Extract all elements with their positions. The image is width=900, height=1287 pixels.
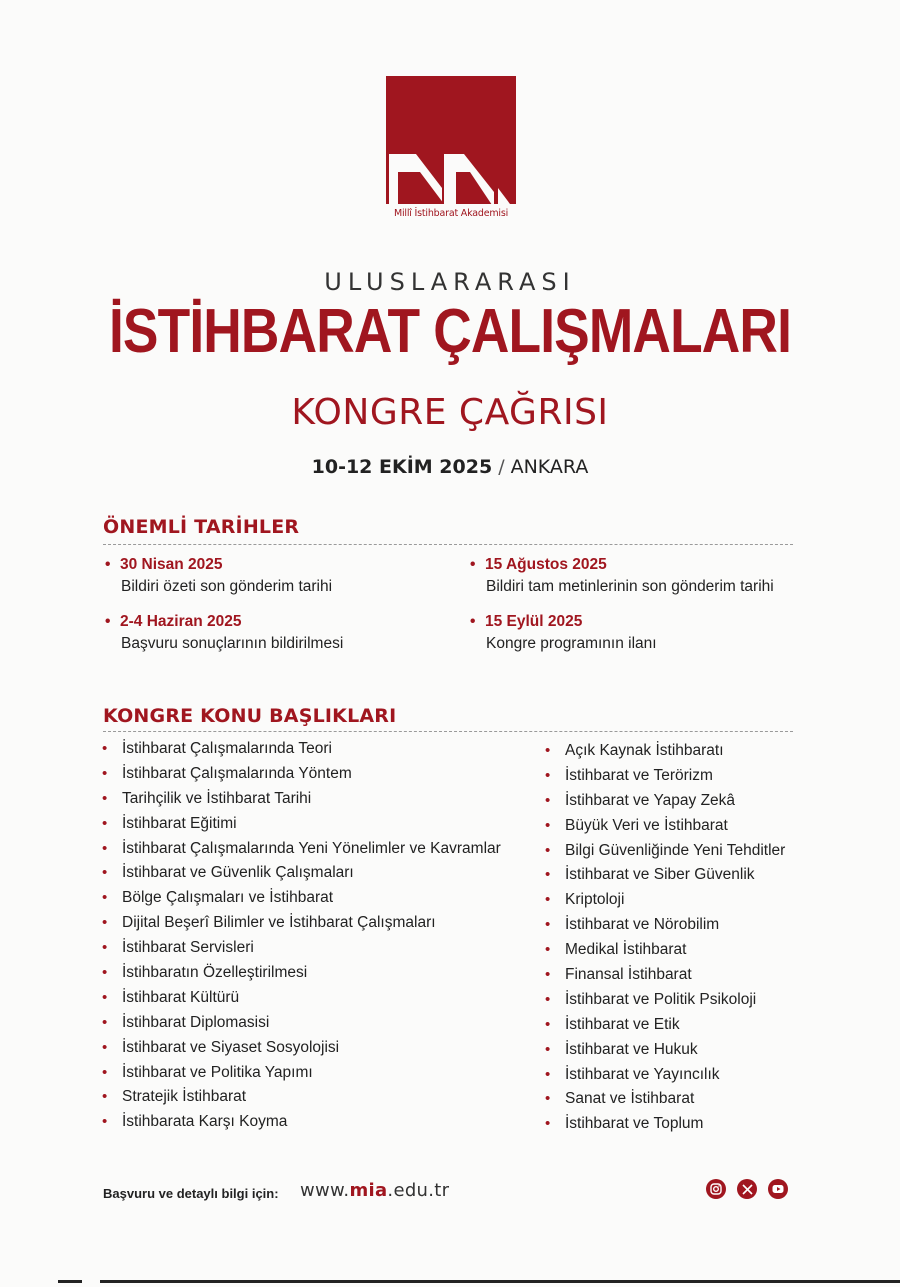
important-date: 15 Eylül 2025: [485, 613, 583, 630]
topics-heading: KONGRE KONU BAŞLIKLARI: [103, 705, 397, 727]
topic-label: İstihbarat ve Güvenlik Çalışmaları: [122, 864, 354, 882]
bullet-icon: •: [545, 891, 551, 909]
topic-label: İstihbarat Servisleri: [122, 939, 254, 957]
topic-item: [102, 812, 532, 837]
important-date-desc: Başvuru sonuçlarının bildirilmesi: [121, 635, 344, 652]
bullet-icon: •: [105, 613, 111, 630]
topic-item: [545, 938, 845, 963]
bullet-icon: •: [470, 556, 476, 573]
bullet-icon: •: [545, 791, 551, 809]
topic-label: İstihbarat Çalışmalarında Yeni Yönelimler ve Kavramlar: [122, 839, 501, 857]
bullet-icon: •: [102, 1113, 108, 1131]
important-date-item: [470, 613, 657, 653]
subtitle-top: ULUSLARARASI: [324, 268, 576, 296]
topic-label: İstihbarat Eğitimi: [122, 814, 237, 832]
event-location: ANKARA: [510, 456, 589, 478]
important-date-desc: Bildiri tam metinlerinin son gönderim tarihi: [486, 578, 774, 595]
important-date-desc: Kongre programının ilanı: [486, 635, 657, 652]
bullet-icon: •: [545, 866, 551, 884]
topic-item: [545, 1038, 845, 1063]
youtube-icon[interactable]: [768, 1179, 788, 1199]
bullet-icon: •: [545, 916, 551, 934]
url-suffix: .edu.tr: [387, 1180, 450, 1201]
topic-item: [102, 837, 532, 862]
topic-label: İstihbaratın Özelleştirilmesi: [122, 964, 308, 982]
bullet-icon: •: [102, 889, 108, 907]
topic-label: İstihbarat Kültürü: [122, 988, 240, 1006]
bullet-icon: •: [102, 789, 108, 807]
topic-item: [545, 1112, 845, 1137]
topic-label: İstihbarat Çalışmalarında Yöntem: [122, 764, 352, 782]
topic-label: Dijital Beşerî Bilimler ve İstihbarat Çalışmaları: [122, 914, 436, 932]
important-dates-heading: ÖNEMLİ TARİHLER: [103, 516, 300, 538]
topics-list-left: [102, 737, 532, 1135]
bullet-icon: •: [102, 1063, 108, 1081]
topic-item: [102, 1085, 532, 1110]
bullet-icon: •: [545, 841, 551, 859]
important-date: 15 Ağustos 2025: [485, 556, 607, 573]
topic-label: İstihbarat ve Hukuk: [565, 1040, 698, 1058]
topic-item: [102, 886, 532, 911]
bullet-icon: •: [545, 766, 551, 784]
bullet-icon: •: [545, 742, 551, 759]
topic-label: Medikal İstihbarat: [565, 941, 687, 959]
bullet-icon: •: [545, 1040, 551, 1058]
topic-label: İstihbarat ve Siyaset Sosyolojisi: [122, 1038, 340, 1056]
topic-item: [102, 1110, 532, 1135]
topic-label: Stratejik İstihbarat: [122, 1088, 247, 1106]
bullet-icon: •: [545, 1015, 551, 1033]
topic-item: [102, 1036, 532, 1061]
instagram-icon[interactable]: [706, 1179, 726, 1199]
important-date-item: [105, 613, 343, 653]
bullet-icon: •: [545, 816, 551, 834]
bullet-icon: •: [545, 1115, 551, 1133]
website-link[interactable]: [300, 1180, 449, 1201]
topic-item: [545, 1013, 845, 1038]
topic-label: Büyük Veri ve İstihbarat: [565, 816, 728, 834]
important-date-desc: Bildiri özeti son gönderim tarihi: [121, 578, 333, 595]
topics-list-right: [545, 739, 845, 1137]
bullet-icon: •: [545, 1065, 551, 1083]
topic-item: [545, 1087, 845, 1112]
bullet-icon: •: [545, 966, 551, 984]
topic-label: İstihbarat ve Toplum: [565, 1115, 704, 1133]
topic-label: Kriptoloji: [565, 891, 625, 909]
url-domain: mia: [349, 1180, 388, 1201]
bullet-icon: •: [102, 1088, 108, 1106]
footer-label: Başvuru ve detaylı bilgi için:: [103, 1186, 279, 1201]
bullet-icon: •: [102, 939, 108, 957]
bullet-icon: •: [470, 613, 476, 630]
topic-label: İstihbarat Çalışmalarında Teori: [122, 740, 332, 757]
topic-label: İstihbarata Karşı Koyma: [122, 1113, 288, 1131]
important-date: 30 Nisan 2025: [120, 556, 223, 573]
logo-text: Millî İstihbarat Akademisi: [393, 208, 509, 219]
topic-item: [545, 764, 845, 789]
bullet-icon: •: [102, 864, 108, 882]
topic-item: [102, 911, 532, 936]
important-date-item: [105, 556, 332, 596]
topic-item: [102, 1011, 532, 1036]
url-prefix: www.: [300, 1180, 350, 1201]
topic-item: [545, 913, 845, 938]
bullet-icon: •: [102, 1013, 108, 1031]
topic-label: Bölge Çalışmaları ve İstihbarat: [122, 889, 334, 907]
topic-item: [545, 963, 845, 988]
topic-item: [102, 787, 532, 812]
topic-label: Sanat ve İstihbarat: [565, 1090, 695, 1108]
topic-item: [545, 814, 845, 839]
event-date-line: [0, 456, 900, 478]
topic-label: İstihbarat ve Politik Psikoloji: [565, 990, 757, 1008]
topic-item: [545, 1063, 845, 1088]
event-date: 10-12 EKİM 2025: [311, 456, 493, 478]
topic-label: Bilgi Güvenliğinde Yeni Tehditler: [565, 841, 786, 859]
topic-item: [545, 789, 845, 814]
topic-item: [102, 861, 532, 886]
bullet-icon: •: [105, 556, 111, 573]
topic-item: [102, 986, 532, 1011]
mia-logo: [386, 76, 516, 226]
important-date: 2-4 Haziran 2025: [120, 613, 242, 630]
topic-label: İstihbarat ve Politika Yapımı: [122, 1063, 313, 1081]
scan-edge-bar: [58, 1280, 82, 1283]
topic-label: Tarihçilik ve İstihbarat Tarihi: [122, 789, 312, 807]
topic-item: [545, 888, 845, 913]
bullet-icon: •: [545, 941, 551, 959]
bullet-icon: •: [545, 1090, 551, 1108]
important-date-item: [470, 556, 774, 596]
bullet-icon: •: [545, 990, 551, 1008]
topic-item: [545, 988, 845, 1013]
topic-label: İstihbarat ve Yayıncılık: [565, 1065, 720, 1083]
bullet-icon: •: [102, 914, 108, 932]
section-divider: [103, 544, 793, 545]
topic-item: [102, 936, 532, 961]
scan-edge-bar: [100, 1280, 900, 1283]
bullet-icon: •: [102, 1038, 108, 1056]
date-separator: /: [498, 456, 505, 478]
bullet-icon: •: [102, 740, 108, 757]
topic-label: İstihbarat ve Nörobilim: [565, 916, 720, 934]
bullet-icon: •: [102, 764, 108, 782]
topic-label: Finansal İstihbarat: [565, 966, 692, 984]
section-divider: [103, 731, 793, 732]
bullet-icon: •: [102, 839, 108, 857]
topic-item: [545, 839, 845, 864]
topic-label: Açık Kaynak İstihbaratı: [565, 742, 724, 759]
bullet-icon: •: [102, 964, 108, 982]
topic-item: [545, 739, 845, 764]
topic-item: [102, 737, 532, 762]
topic-item: [102, 1061, 532, 1086]
topic-item: [545, 863, 845, 888]
topic-label: İstihbarat ve Terörizm: [565, 766, 713, 784]
topic-item: [102, 762, 532, 787]
topic-label: İstihbarat ve Yapay Zekâ: [565, 791, 736, 809]
main-title: İSTİHBARAT ÇALIŞMALARI: [108, 297, 792, 366]
topic-item: [102, 961, 532, 986]
x-icon[interactable]: [737, 1179, 757, 1199]
bullet-icon: •: [102, 814, 108, 832]
congress-call-subtitle: KONGRE ÇAĞRISI: [291, 392, 609, 433]
bullet-icon: •: [102, 988, 108, 1006]
topic-label: İstihbarat ve Etik: [565, 1015, 680, 1033]
topic-label: İstihbarat Diplomasisi: [122, 1013, 270, 1031]
topic-label: İstihbarat ve Siber Güvenlik: [565, 866, 755, 884]
